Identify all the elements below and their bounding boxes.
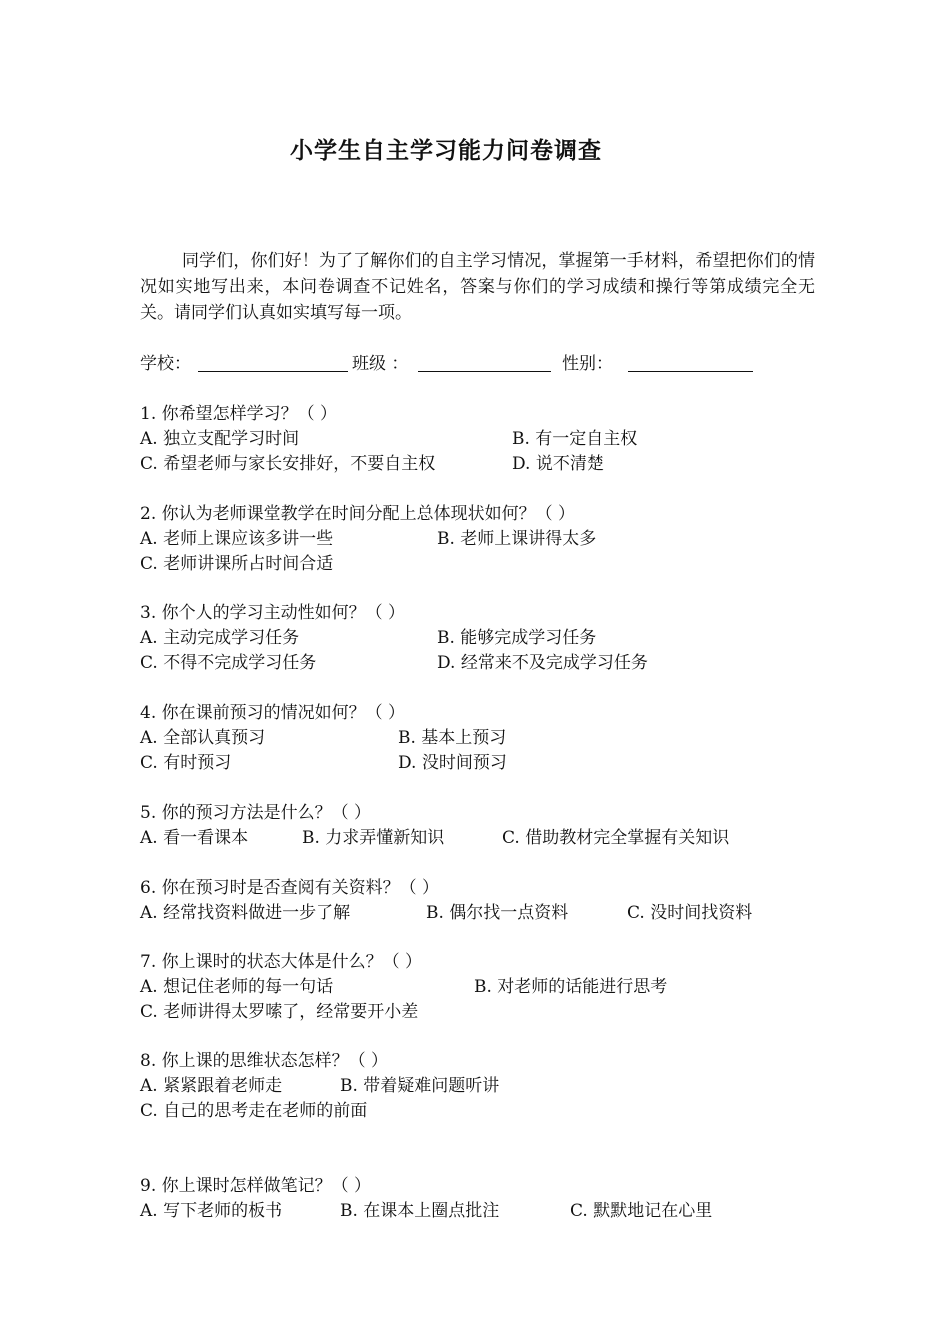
question-5-option-a[interactable]: A. 看一看课本 <box>140 828 249 848</box>
question-6-text: 6. 你在预习时是否查阅有关资料？（ ） <box>140 878 440 898</box>
intro-paragraph: 同学们，你们好！为了了解你们的自主学习情况，掌握第一手材料，希望把你们的情况如实地写出来，本问卷调查不记姓名，答案与你们的学习成绩和操行等第成绩完全无关。请同学们认真如实填写每一项。 <box>140 251 815 323</box>
question-3-text: 3. 你个人的学习主动性如何？（ ） <box>140 603 406 623</box>
question-9-option-a[interactable]: A. 写下老师的板书 <box>140 1201 283 1221</box>
class-label: 班级 ： <box>352 354 409 374</box>
question-9-option-b[interactable]: B. 在课本上圈点批注 <box>340 1201 500 1221</box>
question-4-text: 4. 你在课前预习的情况如何？（ ） <box>140 703 406 723</box>
school-label: 学校： <box>140 354 191 374</box>
question-6-option-c[interactable]: C. 没时间找资料 <box>627 903 753 923</box>
question-4-option-b[interactable]: B. 基本上预习 <box>398 728 507 748</box>
question-1-option-b[interactable]: B. 有一定自主权 <box>512 429 638 449</box>
question-2-option-c[interactable]: C. 老师讲课所占时间合适 <box>140 554 334 574</box>
question-1-option-a[interactable]: A. 独立支配学习时间 <box>140 429 300 449</box>
question-7 <box>140 947 830 1022</box>
question-4 <box>140 698 830 773</box>
question-2-option-a[interactable]: A. 老师上课应该多讲一些 <box>140 529 334 549</box>
question-5-option-b[interactable]: B. 力求弄懂新知识 <box>302 828 445 848</box>
question-7-option-b[interactable]: B. 对老师的话能进行思考 <box>474 977 668 997</box>
question-4-option-a[interactable]: A. 全部认真预习 <box>140 728 266 748</box>
question-4-option-d[interactable]: D. 没时间预习 <box>398 753 507 773</box>
question-2-option-b[interactable]: B. 老师上课讲得太多 <box>437 529 597 549</box>
question-8-option-a[interactable]: A. 紧紧跟着老师走 <box>140 1076 283 1096</box>
question-6-option-a[interactable]: A. 经常找资料做进一步了解 <box>140 903 351 923</box>
question-9-option-c[interactable]: C. 默默地记在心里 <box>570 1201 713 1221</box>
question-6 <box>140 873 830 923</box>
question-1-text: 1. 你希望怎样学习？（ ） <box>140 404 338 424</box>
gender-blank[interactable] <box>628 371 753 372</box>
question-8-option-c[interactable]: C. 自己的思考走在老师的前面 <box>140 1101 368 1121</box>
question-3 <box>140 598 830 673</box>
question-3-option-d[interactable]: D. 经常来不及完成学习任务 <box>437 653 648 673</box>
question-3-option-a[interactable]: A. 主动完成学习任务 <box>140 628 300 648</box>
question-2-text: 2. 你认为老师课堂教学在时间分配上总体现状如何？（ ） <box>140 504 576 524</box>
question-3-option-c[interactable]: C. 不得不完成学习任务 <box>140 653 317 673</box>
question-7-text: 7. 你上课时的状态大体是什么？（ ） <box>140 952 423 972</box>
question-8-option-b[interactable]: B. 带着疑难问题听讲 <box>340 1076 500 1096</box>
question-5-text: 5. 你的预习方法是什么？（ ） <box>140 803 372 823</box>
question-1-option-c[interactable]: C. 希望老师与家长安排好，不要自主权 <box>140 454 436 474</box>
class-blank[interactable] <box>418 371 551 372</box>
question-7-option-a[interactable]: A. 想记住老师的每一句话 <box>140 977 334 997</box>
question-9 <box>140 1171 830 1221</box>
school-blank[interactable] <box>198 371 348 372</box>
question-1 <box>140 399 830 474</box>
question-9-text: 9. 你上课时怎样做笔记？（ ） <box>140 1176 372 1196</box>
question-8-text: 8. 你上课的思维状态怎样？（ ） <box>140 1051 389 1071</box>
question-8 <box>140 1046 830 1121</box>
question-3-option-b[interactable]: B. 能够完成学习任务 <box>437 628 597 648</box>
gender-label: 性别： <box>562 354 613 374</box>
question-5-option-c[interactable]: C. 借助教材完全掌握有关知识 <box>502 828 730 848</box>
question-4-option-c[interactable]: C. 有时预习 <box>140 753 232 773</box>
question-2 <box>140 499 830 574</box>
question-7-option-c[interactable]: C. 老师讲得太罗嗦了，经常要开小差 <box>140 1002 419 1022</box>
question-1-option-d[interactable]: D. 说不清楚 <box>512 454 604 474</box>
info-line <box>140 349 820 375</box>
question-6-option-b[interactable]: B. 偶尔找一点资料 <box>426 903 569 923</box>
question-5 <box>140 798 830 848</box>
page-title: 小学生自主学习能力问卷调查 <box>290 138 602 164</box>
